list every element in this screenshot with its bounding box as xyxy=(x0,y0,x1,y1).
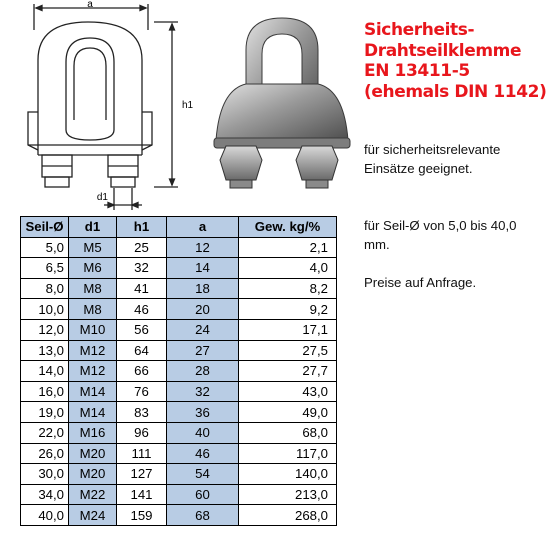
table-row xyxy=(21,299,337,320)
cell-weight: 2,1 xyxy=(239,237,337,258)
cell-seil: 40,0 xyxy=(21,505,69,526)
header-seil: Seil-Ø xyxy=(21,217,69,238)
cell-weight: 27,5 xyxy=(239,340,337,361)
table-row xyxy=(21,340,337,361)
label-h1: h1 xyxy=(182,100,194,111)
table-row xyxy=(21,237,337,258)
cell-a: 68 xyxy=(167,505,239,526)
table-row xyxy=(21,278,337,299)
cell-seil: 5,0 xyxy=(21,237,69,258)
label-d1: d1 xyxy=(96,192,108,203)
cell-a: 40 xyxy=(167,422,239,443)
cell-d1: M6 xyxy=(69,258,117,279)
cell-h1: 56 xyxy=(117,319,167,340)
cell-d1: M22 xyxy=(69,484,117,505)
label-a: a xyxy=(87,0,93,10)
cell-seil: 22,0 xyxy=(21,422,69,443)
cell-weight: 68,0 xyxy=(239,422,337,443)
cell-d1: M12 xyxy=(69,340,117,361)
cell-a: 27 xyxy=(167,340,239,361)
cell-a: 60 xyxy=(167,484,239,505)
cell-seil: 30,0 xyxy=(21,464,69,485)
header-weight: Gew. kg/% xyxy=(239,217,337,238)
cell-h1: 141 xyxy=(117,484,167,505)
cell-seil: 34,0 xyxy=(21,484,69,505)
table-row xyxy=(21,443,337,464)
title-line-3: EN 13411-5 xyxy=(364,61,470,81)
cell-d1: M20 xyxy=(69,443,117,464)
cell-a: 54 xyxy=(167,464,239,485)
cell-d1: M5 xyxy=(69,237,117,258)
product-photo xyxy=(206,0,356,195)
cell-h1: 96 xyxy=(117,422,167,443)
cell-d1: M10 xyxy=(69,319,117,340)
table-row xyxy=(21,505,337,526)
cell-d1: M12 xyxy=(69,361,117,382)
cell-seil: 19,0 xyxy=(21,402,69,423)
table-header-row xyxy=(21,217,337,238)
cell-seil: 6,5 xyxy=(21,258,69,279)
cell-weight: 27,7 xyxy=(239,361,337,382)
cell-a: 36 xyxy=(167,402,239,423)
note-range: für Seil-Ø von 5,0 bis 40,0 mm. xyxy=(364,218,517,252)
cell-d1: M24 xyxy=(69,505,117,526)
cell-d1: M16 xyxy=(69,422,117,443)
cell-h1: 41 xyxy=(117,278,167,299)
cell-weight: 213,0 xyxy=(239,484,337,505)
header-h1: h1 xyxy=(117,217,167,238)
cell-weight: 17,1 xyxy=(239,319,337,340)
cell-seil: 26,0 xyxy=(21,443,69,464)
cell-h1: 83 xyxy=(117,402,167,423)
table-row xyxy=(21,464,337,485)
cell-d1: M8 xyxy=(69,299,117,320)
cell-seil: 14,0 xyxy=(21,361,69,382)
table-row xyxy=(21,381,337,402)
cell-h1: 64 xyxy=(117,340,167,361)
header-a: a xyxy=(167,217,239,238)
cell-d1: M14 xyxy=(69,402,117,423)
cell-d1: M20 xyxy=(69,464,117,485)
cell-a: 32 xyxy=(167,381,239,402)
header-d1: d1 xyxy=(69,217,117,238)
cell-h1: 127 xyxy=(117,464,167,485)
cell-h1: 46 xyxy=(117,299,167,320)
title-line-1: Sicherheits- xyxy=(364,20,475,40)
technical-drawing xyxy=(8,0,194,215)
table-body xyxy=(21,237,337,525)
table-row xyxy=(21,319,337,340)
cell-seil: 12,0 xyxy=(21,319,69,340)
cell-seil: 16,0 xyxy=(21,381,69,402)
table-row xyxy=(21,258,337,279)
table-row xyxy=(21,361,337,382)
cell-weight: 9,2 xyxy=(239,299,337,320)
cell-weight: 49,0 xyxy=(239,402,337,423)
table-row xyxy=(21,422,337,443)
cell-a: 20 xyxy=(167,299,239,320)
cell-d1: M14 xyxy=(69,381,117,402)
cell-h1: 66 xyxy=(117,361,167,382)
cell-weight: 8,2 xyxy=(239,278,337,299)
cell-weight: 117,0 xyxy=(239,443,337,464)
cell-seil: 8,0 xyxy=(21,278,69,299)
cell-h1: 159 xyxy=(117,505,167,526)
cell-seil: 10,0 xyxy=(21,299,69,320)
cell-h1: 25 xyxy=(117,237,167,258)
spec-table xyxy=(20,216,337,526)
cell-h1: 32 xyxy=(117,258,167,279)
table-row xyxy=(21,484,337,505)
cell-weight: 140,0 xyxy=(239,464,337,485)
cell-d1: M8 xyxy=(69,278,117,299)
cell-h1: 111 xyxy=(117,443,167,464)
cell-a: 46 xyxy=(167,443,239,464)
note-prices: Preise auf Anfrage. xyxy=(364,275,477,290)
table-row xyxy=(21,402,337,423)
title-line-4: (ehemals DIN 1142) xyxy=(364,81,546,102)
cell-a: 12 xyxy=(167,237,239,258)
cell-a: 14 xyxy=(167,258,239,279)
cell-weight: 268,0 xyxy=(239,505,337,526)
note-suitability: für sicherheitsrelevante Einsätze geeignet. xyxy=(364,142,501,176)
title-line-2: Drahtseilklemme xyxy=(364,40,522,61)
cell-a: 18 xyxy=(167,278,239,299)
cell-weight: 43,0 xyxy=(239,381,337,402)
cell-a: 28 xyxy=(167,361,239,382)
cell-a: 24 xyxy=(167,319,239,340)
cell-seil: 13,0 xyxy=(21,340,69,361)
cell-h1: 76 xyxy=(117,381,167,402)
cell-weight: 4,0 xyxy=(239,258,337,279)
product-title xyxy=(364,20,546,102)
